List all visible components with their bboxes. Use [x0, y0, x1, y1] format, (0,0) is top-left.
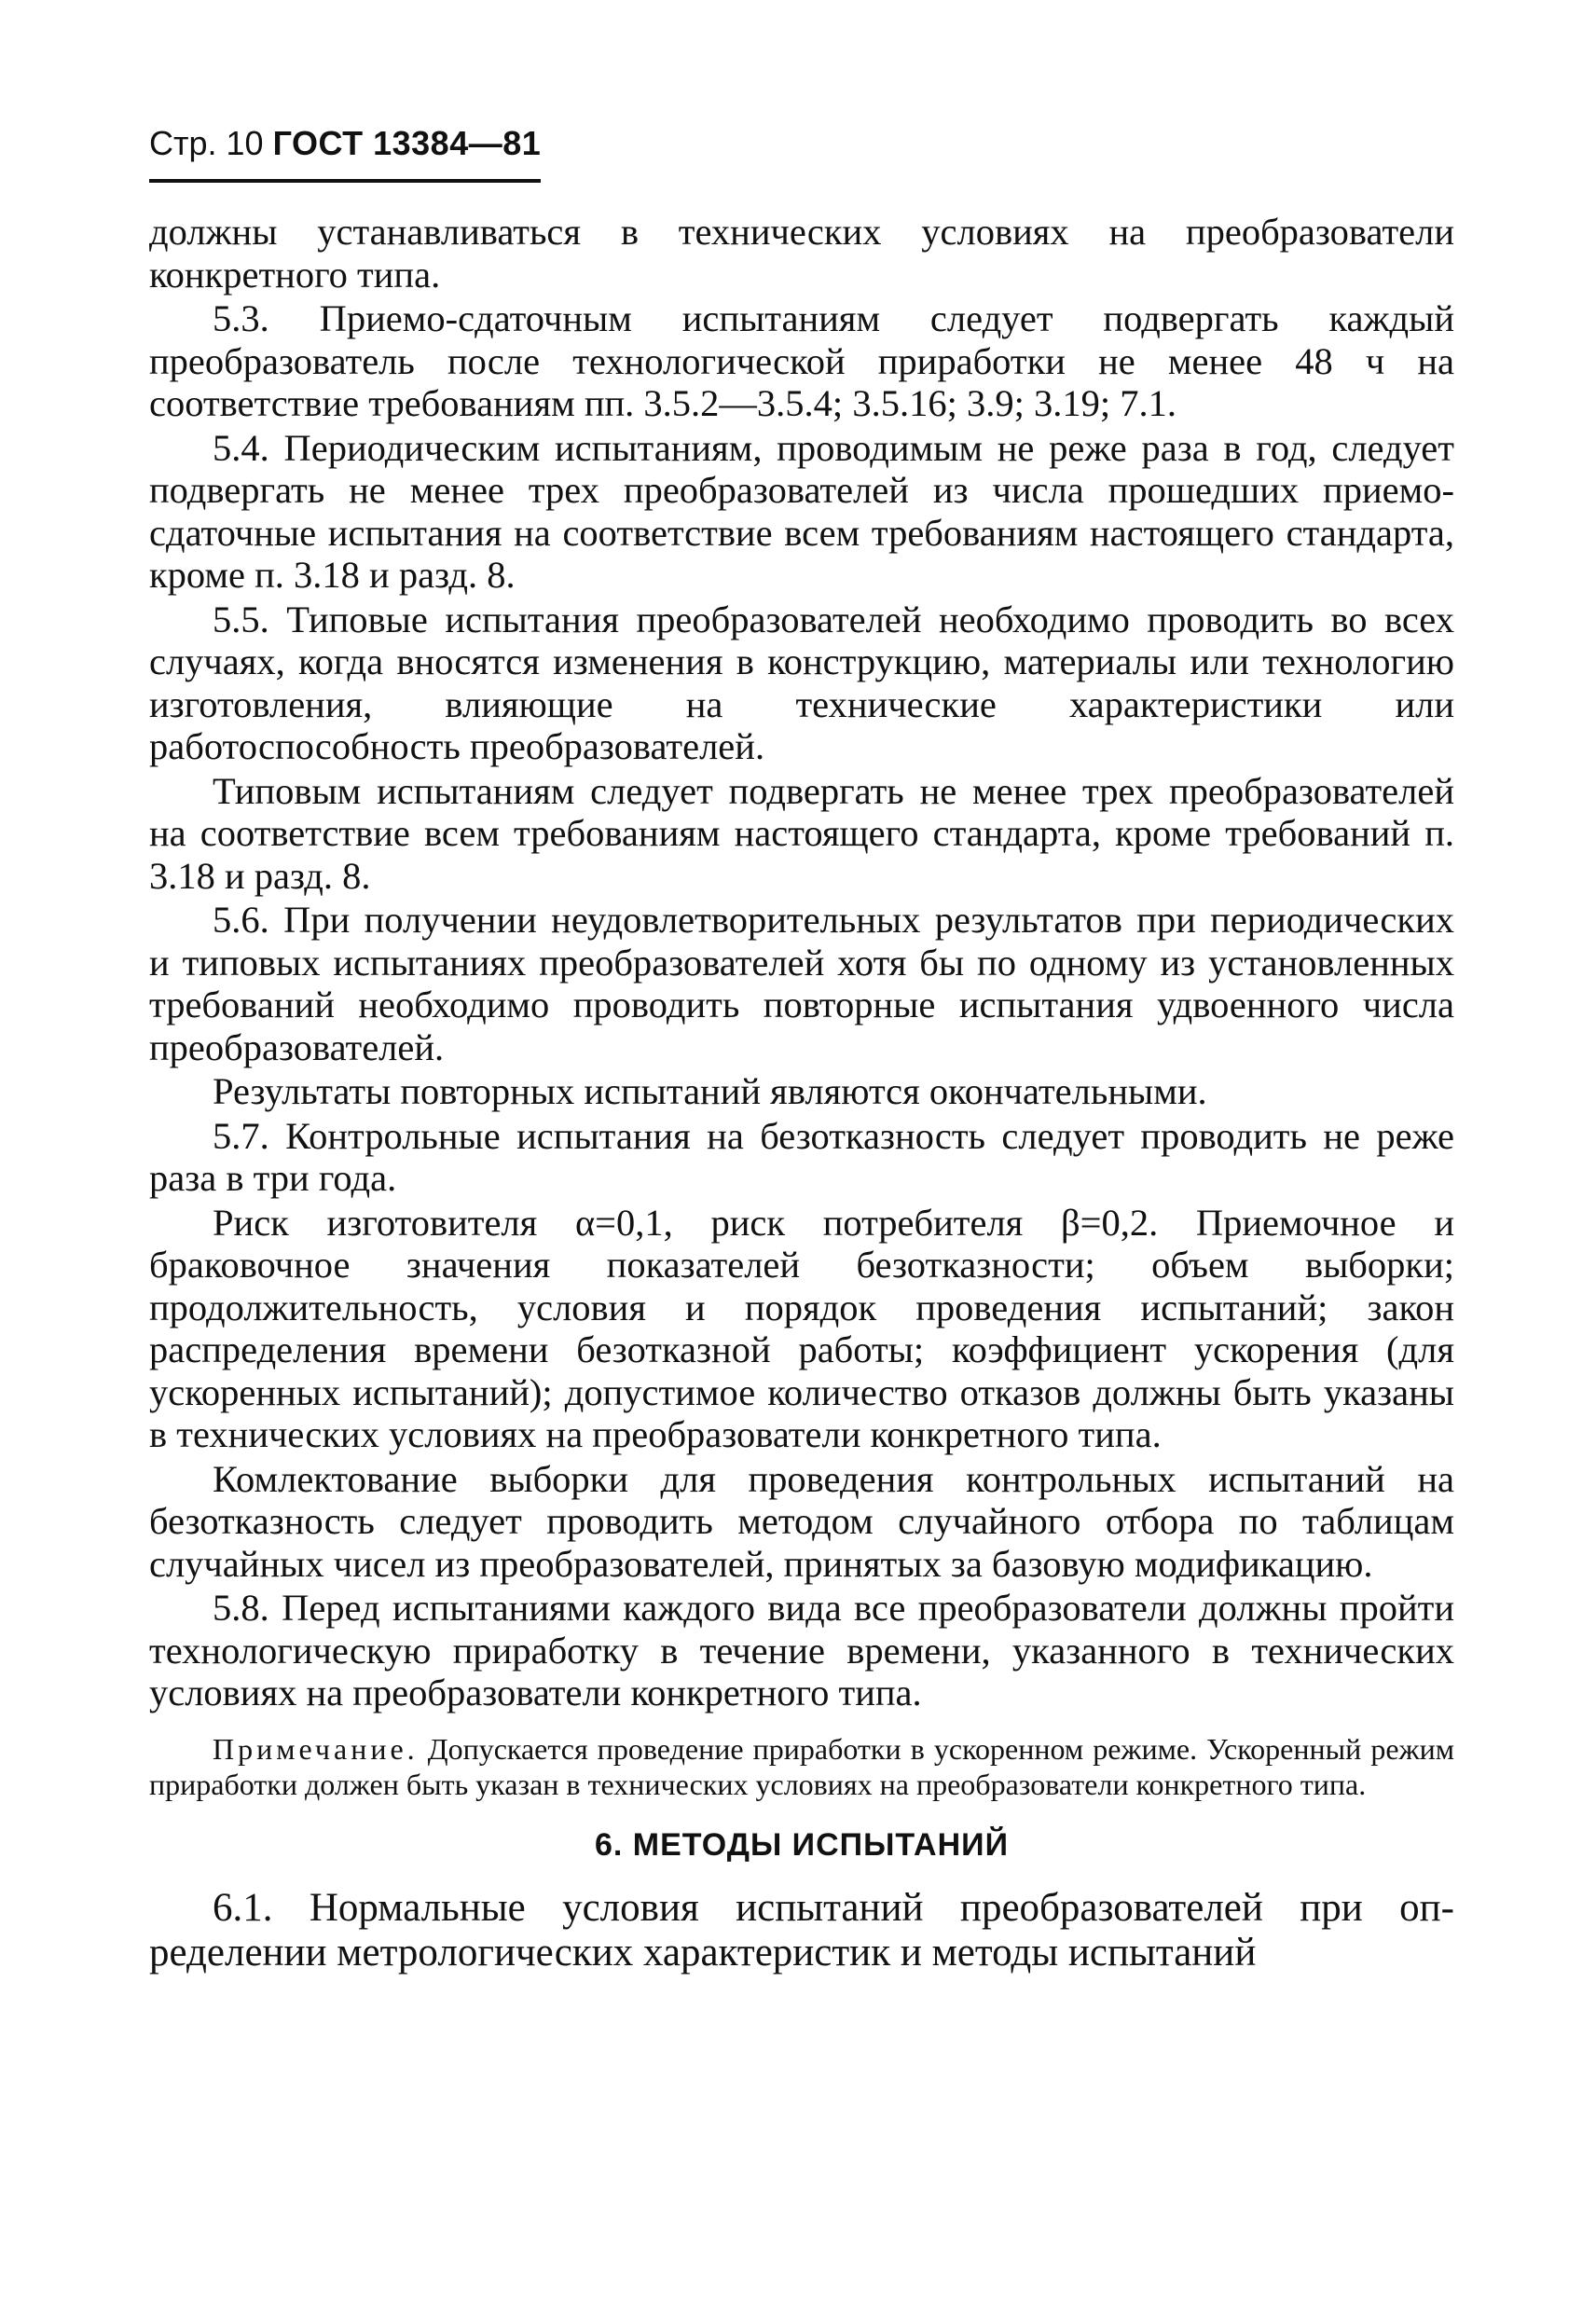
- note-label: Примечание.: [213, 1731, 419, 1766]
- running-header: [149, 121, 541, 166]
- paragraph-5-4: 5.4. Периодическим испытаниям, проводимым не реже раза в год, следует подвергать не менее трех преобразователей из числа прошедших приемо-сдаточные испытания на соответствие всем требованиям настоящего стандарта, кроме п. 3.18 и разд. 8.: [149, 426, 1454, 596]
- paragraph-risk: Риск изготовителя α=0,1, риск потребителя β=0,2. Приемочное и браковочное значения показателей безотказности; объем выборки; продолжительность, условия и порядок проведения испытаний; закон распределения времени безотказной работы; коэффициент ускорения (для ускоренных испытаний); допустимое количество отказов должны быть указаны в технических условиях на преобразователи конкретного типа.: [149, 1201, 1454, 1455]
- paragraph-sampling: Комлектование выборки для проведения контрольных испытаний на безотказность следует проводить методом случайного отбора по таблицам случайных чисел из преобразователей, принятых за базовую модификацию.: [149, 1457, 1454, 1585]
- paragraph-6-1: 6.1. Нормальные условия испытаний преобразователей при определении метрологических характеристик и методы испытаний: [149, 1885, 1454, 1975]
- header-rule: [149, 179, 541, 183]
- paragraph-5-8: 5.8. Перед испытаниями каждого вида все преобразователи должны пройти технологическую приработку в течение времени, указанного в технических условиях на преобразователи конкретного типа.: [149, 1587, 1454, 1713]
- paragraph-5-5: 5.5. Типовые испытания преобразователей необходимо проводить во всех случаях, когда вносятся изменения в конструкцию, материалы или технологию изготовления, влияющие на технические характеристики или работоспособность преобразователей.: [149, 598, 1454, 767]
- note: [149, 1731, 1454, 1802]
- paragraph-5-6: 5.6. При получении неудовлетворительных результатов при периодических и типовых испытаниях преобразователей хотя бы по одному из установленных требований необходимо проводить повторные испытания удвоенного числа преобразователей.: [149, 899, 1454, 1068]
- paragraph-5-3: 5.3. Приемо-сдаточным испытаниям следует подвергать каждый преобразователь после технологической приработки не менее 48 ч на соответствие требованиям пп. 3.5.2—3.5.4; 3.5.16; 3.9; 3.19; 7.1.: [149, 297, 1454, 424]
- paragraph-repeat-results: Результаты повторных испытаний являются окончательными.: [213, 1070, 1207, 1112]
- section-heading: 6. МЕТОДЫ ИСПЫТАНИЙ: [595, 1826, 1009, 1863]
- body-text: [149, 211, 1454, 1975]
- paragraph-5-7: 5.7. Контрольные испытания на безотказность следует проводить не реже раза в три года.: [149, 1114, 1454, 1199]
- paragraph-continuation: должны устанавливаться в технических условиях на преобразователи конкретного типа.: [149, 211, 1454, 296]
- standard-designation: ГОСТ 13384—81: [272, 124, 542, 162]
- paragraph-typical-tests: Типовым испытаниям следует подвергать не менее трех преобразователей на соответствие всем требованиям настоящего стандарта, кроме требований п. 3.18 и разд. 8.: [149, 769, 1454, 897]
- note-text: Допускается проведение приработки в ускоренном режиме. Ускоренный режим приработки должен быть указан в технических условиях на преобразователи конкретного типа.: [149, 1731, 1454, 1801]
- page-number-label: Стр. 10: [149, 124, 264, 162]
